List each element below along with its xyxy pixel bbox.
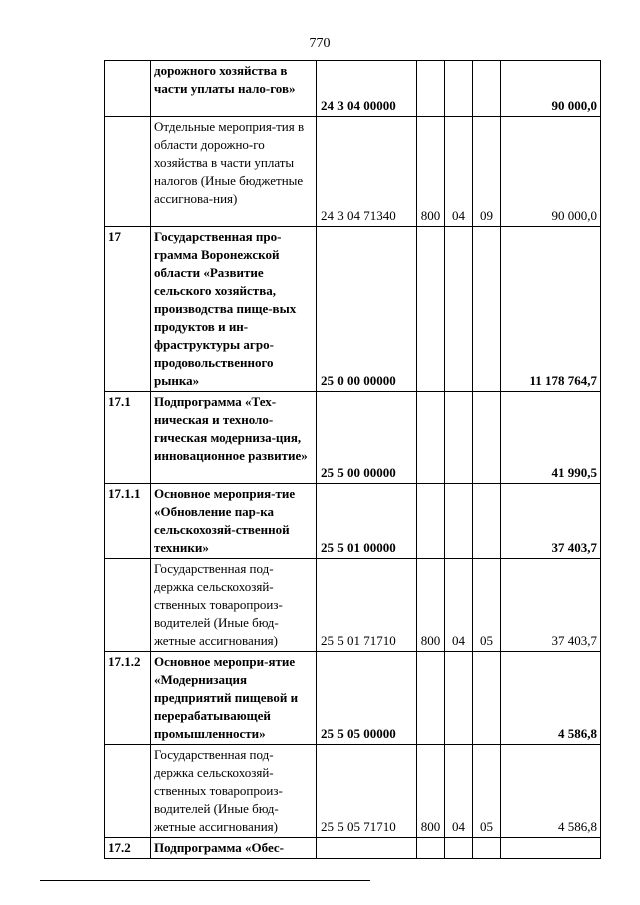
target-article-code	[317, 838, 417, 859]
subsection-code	[473, 61, 501, 117]
target-article-code: 24 3 04 00000	[317, 61, 417, 117]
subsection-code: 09	[473, 117, 501, 227]
target-article-code: 25 0 00 00000	[317, 227, 417, 392]
expense-type-code	[417, 61, 445, 117]
amount: 41 990,5	[501, 392, 601, 484]
section-code	[445, 61, 473, 117]
target-article-code: 25 5 01 71710	[317, 559, 417, 652]
expense-type-code	[417, 652, 445, 745]
page-number: 770	[309, 36, 331, 51]
amount: 4 586,8	[501, 652, 601, 745]
subsection-code	[473, 652, 501, 745]
section-code: 04	[445, 117, 473, 227]
row-name: Государственная под-держка сельскохозяй-ственных товаропроиз-водителей (Иные бюд-жетные ассигнования)	[151, 745, 317, 838]
budget-table	[104, 60, 601, 859]
table-body	[105, 61, 601, 859]
section-code	[445, 652, 473, 745]
section-code	[445, 392, 473, 484]
row-number: 17.1.1	[105, 484, 151, 559]
table-row	[105, 838, 601, 859]
subsection-code	[473, 392, 501, 484]
expense-type-code	[417, 227, 445, 392]
table-row	[105, 484, 601, 559]
amount: 37 403,7	[501, 484, 601, 559]
target-article-code: 25 5 01 00000	[317, 484, 417, 559]
row-number	[105, 61, 151, 117]
amount: 4 586,8	[501, 745, 601, 838]
subsection-code	[473, 838, 501, 859]
table-row	[105, 117, 601, 227]
amount: 90 000,0	[501, 117, 601, 227]
amount: 37 403,7	[501, 559, 601, 652]
row-name: дорожного хозяйства в части уплаты нало-гов»	[151, 61, 317, 117]
row-name: Основное мероприя-тие «Обновление пар-ка сельскохозяй-ственной техники»	[151, 484, 317, 559]
expense-type-code	[417, 838, 445, 859]
target-article-code: 25 5 00 00000	[317, 392, 417, 484]
table-row	[105, 652, 601, 745]
target-article-code: 24 3 04 71340	[317, 117, 417, 227]
amount: 90 000,0	[501, 61, 601, 117]
amount: 11 178 764,7	[501, 227, 601, 392]
table-row	[105, 559, 601, 652]
table-row	[105, 745, 601, 838]
expense-type-code: 800	[417, 559, 445, 652]
expense-type-code	[417, 392, 445, 484]
row-number: 17.1	[105, 392, 151, 484]
expense-type-code: 800	[417, 117, 445, 227]
target-article-code: 25 5 05 00000	[317, 652, 417, 745]
row-name: Государственная про-грамма Воронежской области «Развитие сельского хозяйства, производства пище-вых продуктов и ин-фраструктуры агро-продовольственного рынка»	[151, 227, 317, 392]
row-name: Государственная под-держка сельскохозяй-ственных товаропроиз-водителей (Иные бюд-жетные ассигнования)	[151, 559, 317, 652]
table-row	[105, 392, 601, 484]
row-name: Подпрограмма «Тех-ническая и техноло-гическая модерниза-ция, инновационное развитие»	[151, 392, 317, 484]
row-number: 17.2	[105, 838, 151, 859]
footer-divider	[40, 880, 370, 881]
expense-type-code: 800	[417, 745, 445, 838]
expense-type-code	[417, 484, 445, 559]
row-number: 17	[105, 227, 151, 392]
section-code: 04	[445, 745, 473, 838]
section-code	[445, 484, 473, 559]
section-code	[445, 838, 473, 859]
section-code	[445, 227, 473, 392]
row-number	[105, 559, 151, 652]
amount	[501, 838, 601, 859]
row-name: Подпрограмма «Обес-	[151, 838, 317, 859]
subsection-code: 05	[473, 559, 501, 652]
row-number: 17.1.2	[105, 652, 151, 745]
table-row	[105, 227, 601, 392]
row-name: Основное меропри-ятие «Модернизация предприятий пищевой и перерабатывающей промышленности»	[151, 652, 317, 745]
section-code: 04	[445, 559, 473, 652]
subsection-code	[473, 484, 501, 559]
subsection-code: 05	[473, 745, 501, 838]
row-name: Отдельные мероприя-тия в области дорожно-го хозяйства в части уплаты налогов (Иные бюджетные ассигнова-ния)	[151, 117, 317, 227]
target-article-code: 25 5 05 71710	[317, 745, 417, 838]
subsection-code	[473, 227, 501, 392]
row-number	[105, 745, 151, 838]
table-row	[105, 61, 601, 117]
row-number	[105, 117, 151, 227]
